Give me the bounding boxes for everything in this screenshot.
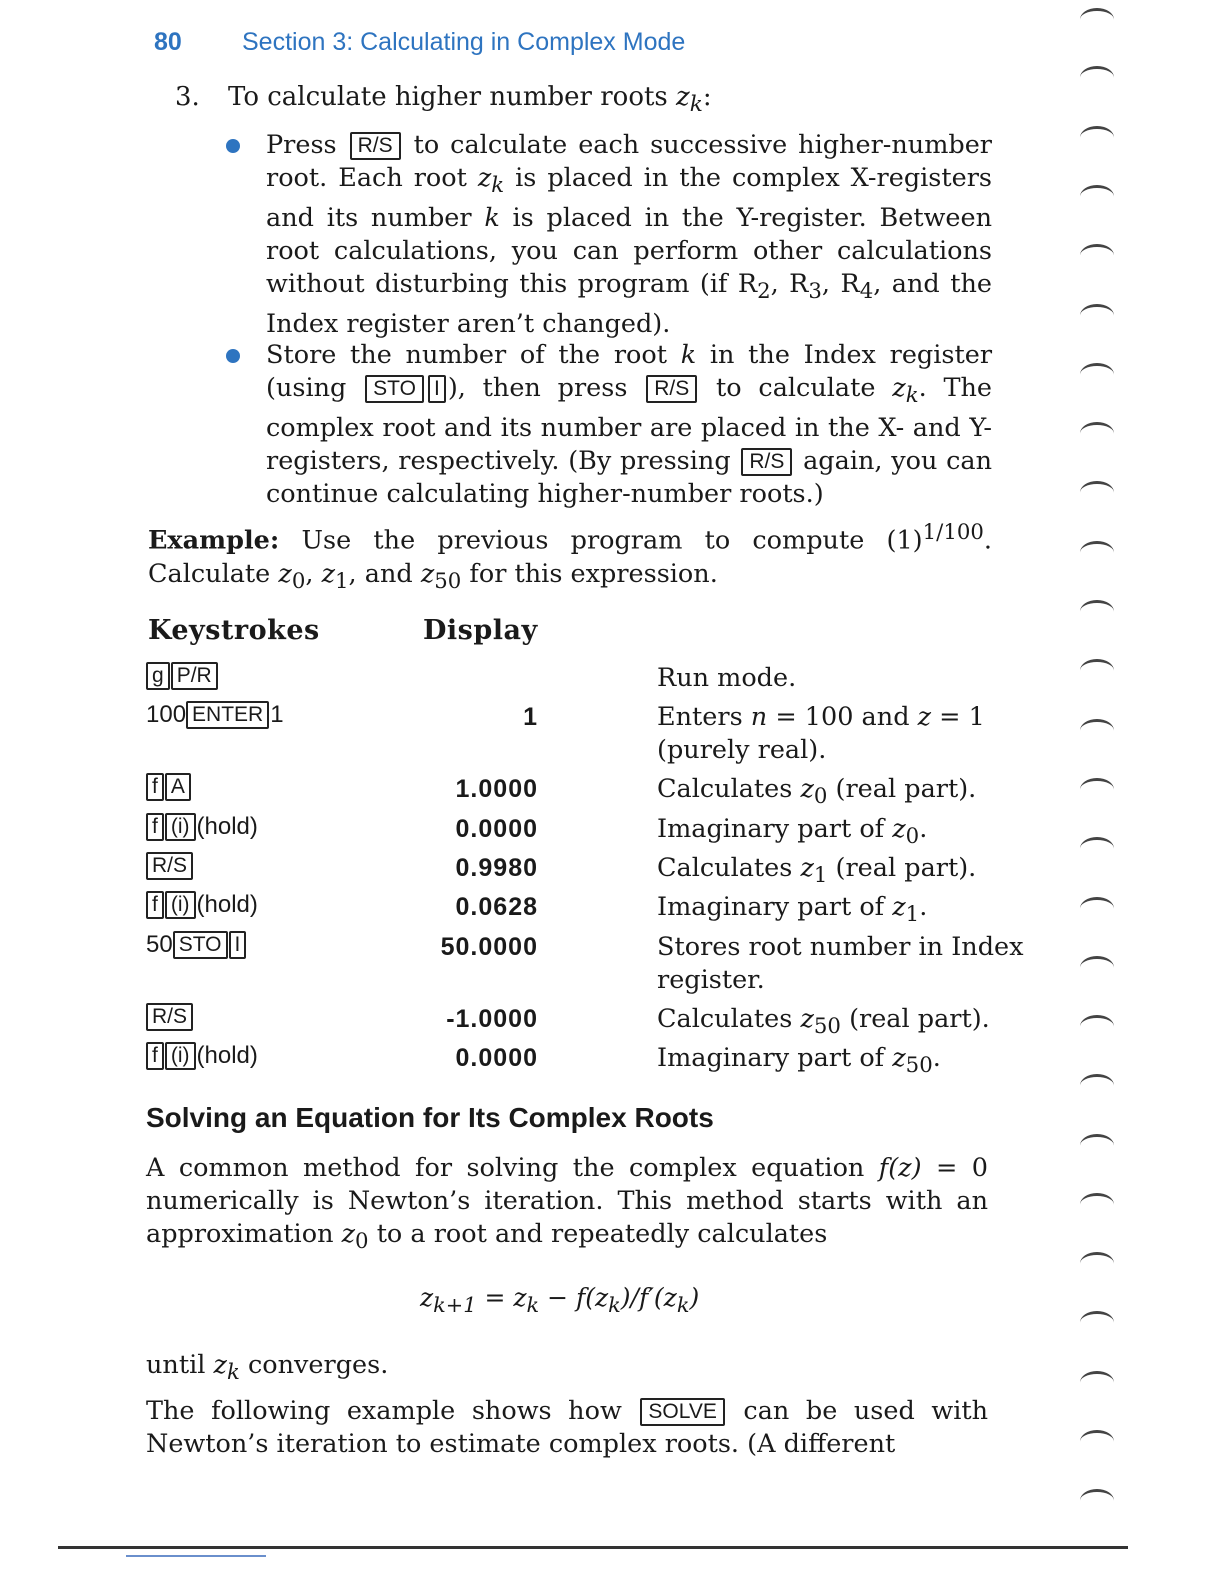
- a-key: A: [165, 773, 191, 801]
- rs-key: R/S: [146, 852, 193, 880]
- bullet-dot: [226, 139, 240, 153]
- page-bottom-accent: [126, 1555, 266, 1557]
- binding-ring: [1080, 363, 1114, 386]
- description: Imaginary part of $z_1$.: [657, 892, 928, 928]
- page-bottom-rule: [58, 1546, 1128, 1549]
- g-key: g: [146, 662, 170, 690]
- keystroke-cell: [146, 662, 219, 690]
- binding-ring: [1080, 1311, 1114, 1334]
- step-number: 3.: [175, 82, 200, 112]
- enter-key: ENTER: [186, 701, 269, 729]
- binding-ring: [1080, 541, 1114, 564]
- table-row: [146, 701, 1046, 765]
- keystroke-cell: 50 STO I: [146, 931, 247, 959]
- binding-ring: [1080, 481, 1114, 504]
- bullet-dot: [226, 349, 240, 363]
- description: Stores root number in Index register.: [657, 932, 1024, 995]
- binding-ring: [1080, 659, 1114, 682]
- i-key: (i): [165, 1042, 196, 1070]
- binding-ring: [1080, 719, 1114, 742]
- f-key: f: [146, 891, 164, 919]
- binding-ring: [1080, 1074, 1114, 1097]
- description: Calculates $z_{50}$ (real part).: [657, 1004, 990, 1040]
- display-value: 50.0000: [440, 933, 538, 961]
- binding-ring: [1080, 8, 1114, 31]
- description: Calculates $z_1$ (real part).: [657, 853, 977, 889]
- keystroke-cell: f (i) (hold): [146, 1042, 258, 1070]
- display-header: Display: [423, 615, 538, 646]
- binding-ring: [1080, 185, 1114, 208]
- i-key: (i): [165, 891, 196, 919]
- binding-ring: [1080, 1489, 1114, 1512]
- example-label: Example:: [148, 525, 280, 556]
- binding-ring: [1080, 66, 1114, 89]
- table-row: [146, 813, 1046, 850]
- step-3-lead: To calculate higher number roots $z_k$:: [228, 82, 712, 118]
- display-value: 1: [523, 703, 538, 731]
- rs-key: R/S: [646, 375, 697, 403]
- table-row: [146, 852, 1046, 889]
- binding-ring: [1080, 1193, 1114, 1216]
- binding-ring: [1080, 778, 1114, 801]
- description: Imaginary part of $z_{50}$.: [657, 1043, 941, 1079]
- binding-ring: [1080, 956, 1114, 979]
- table-row: [146, 1003, 1046, 1040]
- rs-key: R/S: [146, 1003, 193, 1031]
- i-key: I: [428, 375, 446, 403]
- description: Imaginary part of $z_0$.: [657, 814, 928, 850]
- keystroke-cell: [146, 773, 192, 801]
- i-key: (i): [165, 813, 196, 841]
- display-value: 1.0000: [455, 775, 538, 803]
- binding-ring: [1080, 837, 1114, 860]
- f-key: f: [146, 1042, 164, 1070]
- display-value: 0.9980: [455, 854, 538, 882]
- binding-ring: [1080, 897, 1114, 920]
- pr-key: P/R: [171, 662, 218, 690]
- newton-equation: $z_{k+1} = z_k - f(z_k)/f'(z_k)$: [420, 1283, 700, 1317]
- page-number: 80: [154, 28, 182, 56]
- binding-ring: [1080, 1134, 1114, 1157]
- table-row: [146, 773, 1046, 810]
- section-title: Section 3: Calculating in Complex Mode: [242, 28, 686, 56]
- page-header: [154, 28, 686, 57]
- description: Calculates $z_0$ (real part).: [657, 774, 977, 810]
- table-row: [146, 891, 1046, 928]
- binding-ring: [1080, 244, 1114, 267]
- binding-ring: [1080, 1430, 1114, 1453]
- solve-key: SOLVE: [640, 1398, 724, 1426]
- f-key: f: [146, 773, 164, 801]
- keystroke-cell: f (i) (hold): [146, 891, 258, 919]
- display-value: 0.0000: [455, 1044, 538, 1072]
- rs-key: R/S: [741, 448, 792, 476]
- sto-key: STO: [173, 931, 228, 959]
- binding-ring: [1080, 422, 1114, 445]
- bullet-1-paragraph: Press R/S to calculate each successive higher-number root. Each root $z_k$ is placed in the complex X-registers and its number k is placed in the Y-register. Between root calculations, you can perform other calculations without disturbing this program (if $R_2$, $R_3$, $R_4$, and the Index register aren’t changed).: [266, 130, 993, 340]
- i-register-key: I: [229, 931, 247, 959]
- table-row: [146, 931, 1046, 995]
- rs-key: R/S: [350, 132, 401, 160]
- keystroke-cell: [146, 1003, 194, 1031]
- display-value: 0.0000: [455, 815, 538, 843]
- keystroke-cell: 100 ENTER 1: [146, 701, 284, 728]
- keystroke-cell: [146, 852, 194, 880]
- description: Run mode.: [657, 663, 797, 693]
- display-value: -1.0000: [446, 1005, 538, 1033]
- keystrokes-header: Keystrokes: [148, 615, 320, 646]
- binding-ring: [1080, 600, 1114, 623]
- sto-key: STO: [365, 375, 424, 403]
- solve-paragraph: The following example shows how SOLVE can be used with Newton’s iteration to estimate complex roots. (A different: [146, 1396, 989, 1459]
- table-row: [146, 662, 1046, 692]
- section-heading: Solving an Equation for Its Complex Roots: [146, 1102, 714, 1133]
- display-value: 0.0628: [455, 893, 538, 921]
- binding-ring: [1080, 304, 1114, 327]
- binding-ring: [1080, 1371, 1114, 1394]
- description: Enters n = 100 and z = 1 (purely real).: [657, 702, 985, 765]
- example-paragraph: Example: Use the previous program to compute $(1)^{1/100}$. Calculate $z_0$, $z_1$, and $z_{50}$ for this expression.: [148, 520, 992, 594]
- newton-paragraph: A common method for solving the complex equation f(z) = 0 numerically is Newton’s iteration. This method starts with an approximation $z_0$ to a root and repeatedly calculates: [146, 1153, 989, 1255]
- binding-ring: [1080, 1252, 1114, 1275]
- table-row: [146, 1042, 1046, 1079]
- f-key: f: [146, 813, 164, 841]
- binding-ring: [1080, 126, 1114, 149]
- binding-ring: [1080, 1015, 1114, 1038]
- until-line: until $z_k$ converges.: [146, 1350, 389, 1386]
- bullet-2-paragraph: Store the number of the root k in the Index register (using STO I ), then press R/S to calculate $z_k$. The complex root and its number are placed in the X- and Y-registers, respectively. (By pressing R/S again, you can continue calculating higher-number roots.): [266, 340, 993, 510]
- keystroke-cell: f (i) (hold): [146, 813, 258, 841]
